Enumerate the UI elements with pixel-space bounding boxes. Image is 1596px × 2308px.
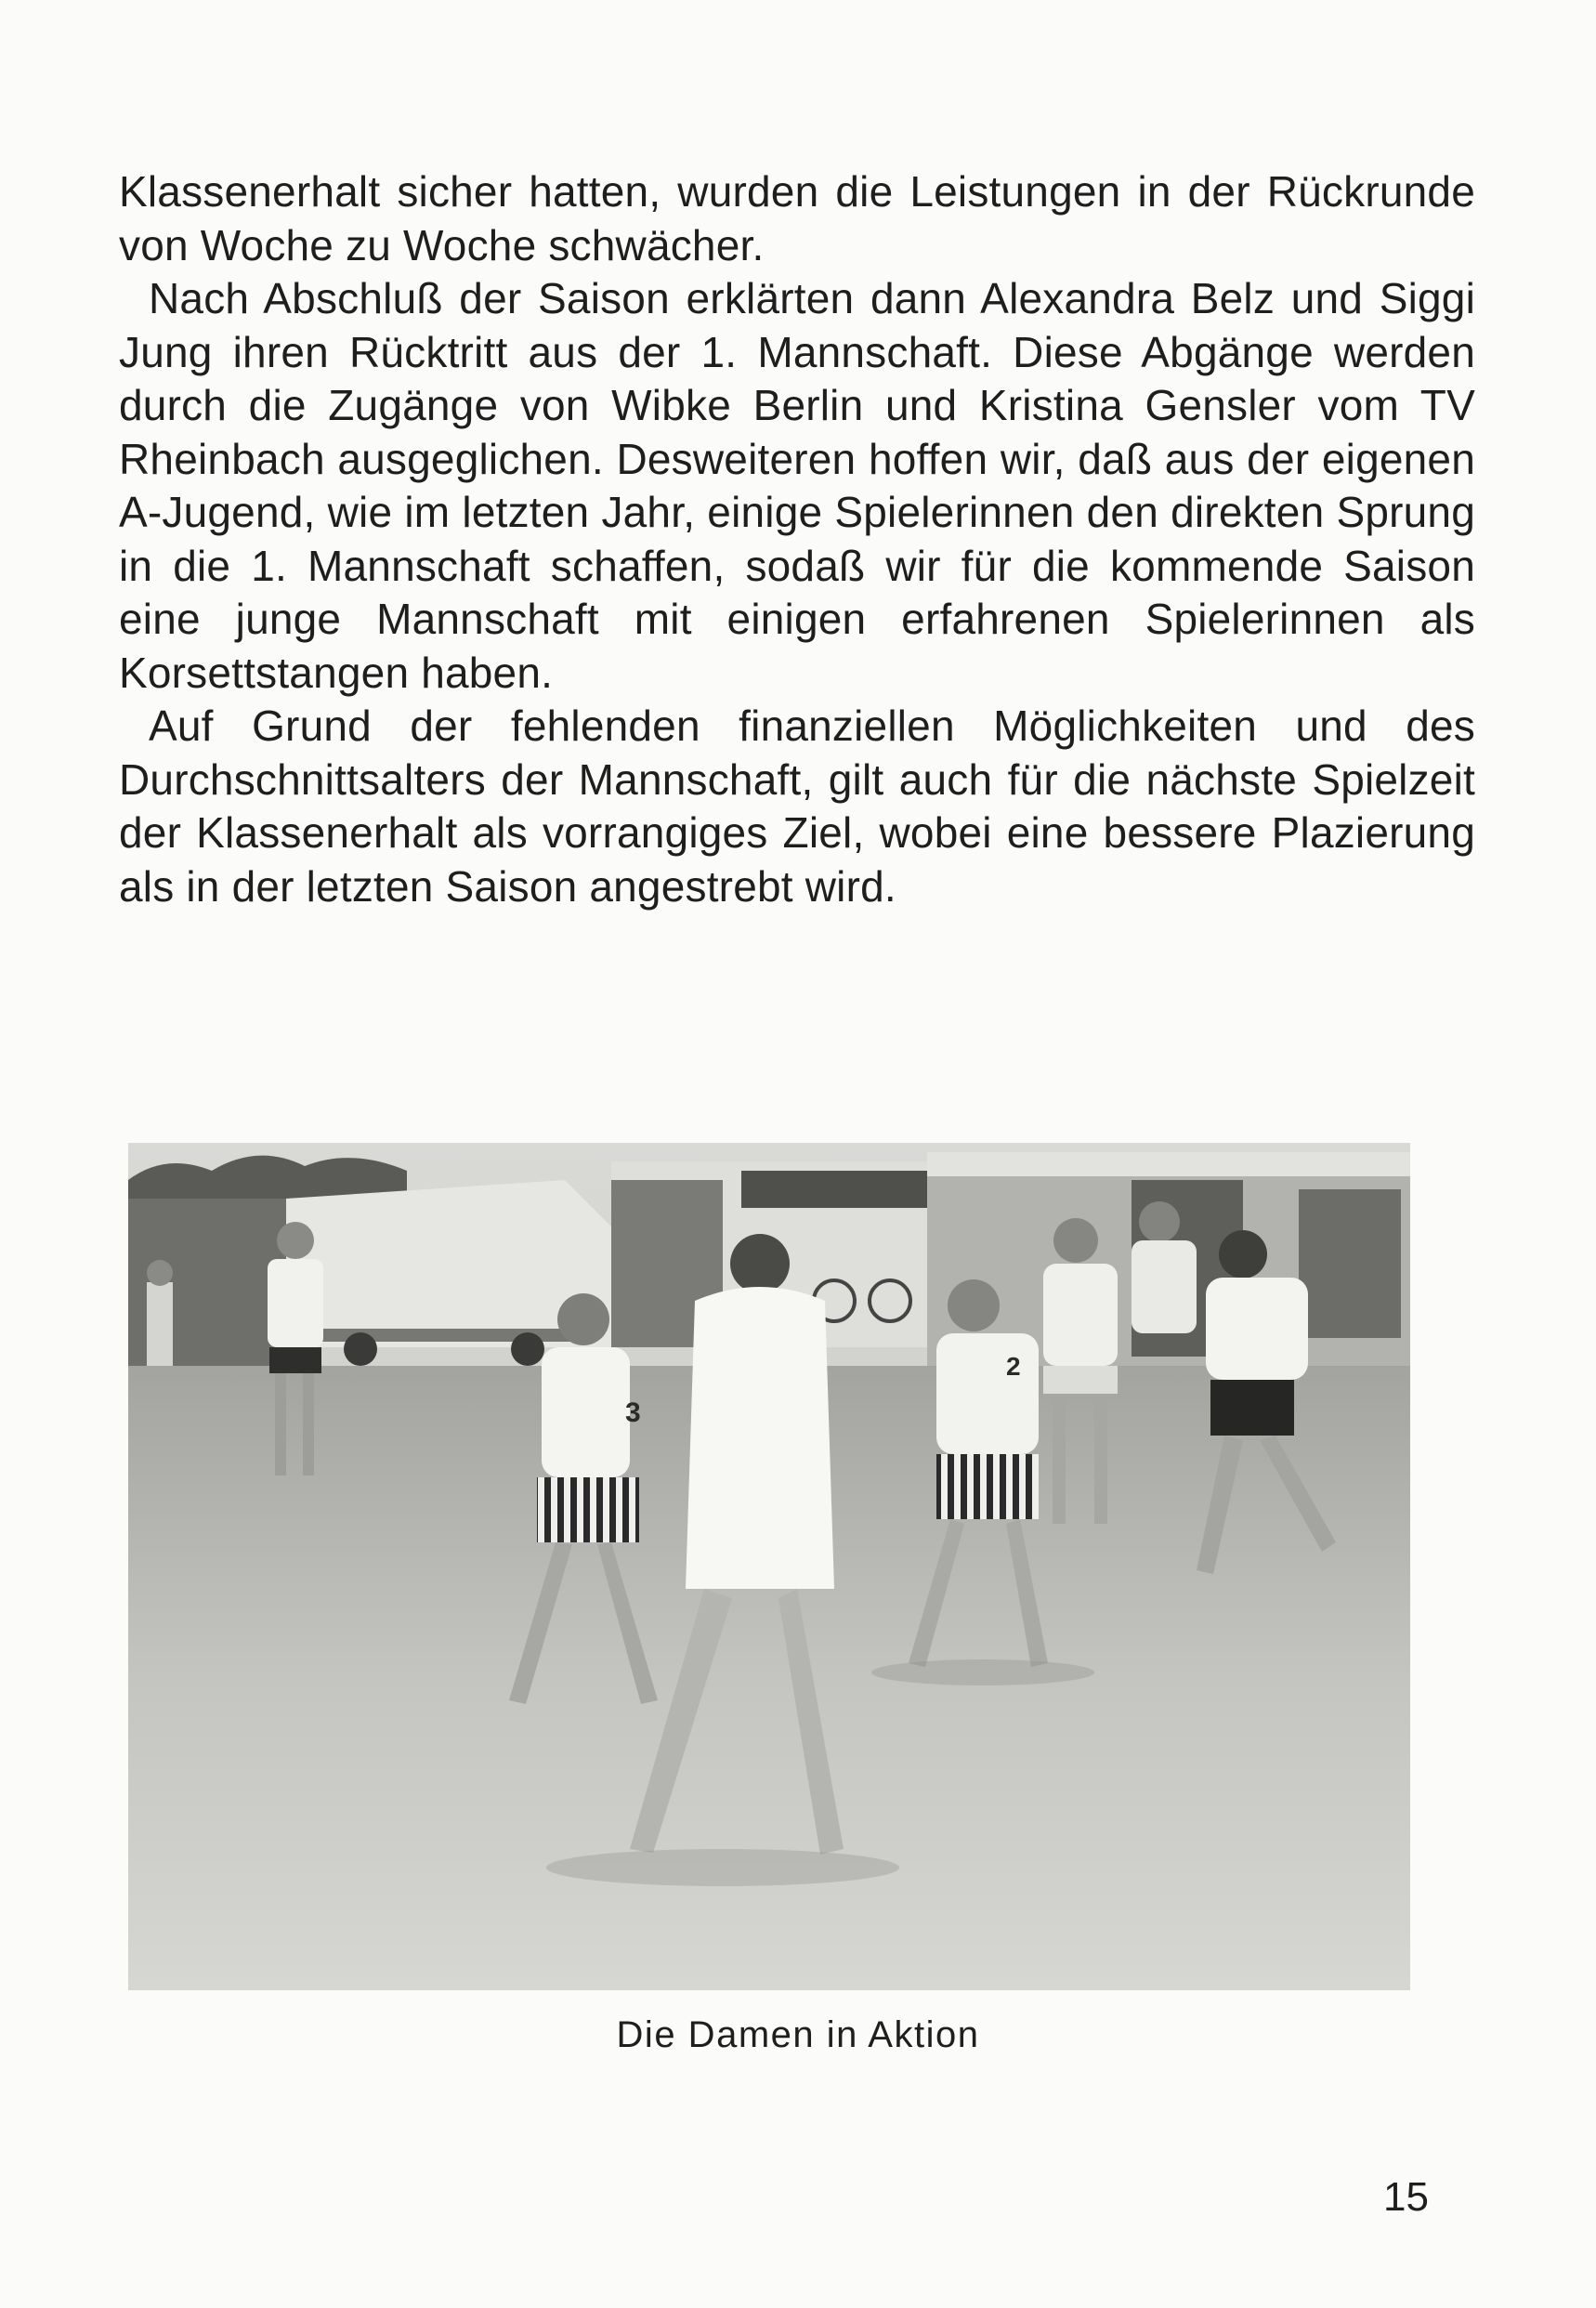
- jersey-number-3: 3: [625, 1397, 641, 1428]
- paragraph-3: Auf Grund der fehlenden finanziellen Möglichkeiten und des Durchschnittsalters der Mannschaft, gilt auch für die nächste Spielzeit der Klassenerhalt als vorrangiges Ziel, wobei eine bessere Plazierung als in der letzten Saison angestrebt wird.: [119, 702, 1475, 911]
- body-text: [119, 165, 1475, 913]
- page-number: 15: [1383, 2174, 1429, 2220]
- handball-photo: [128, 1143, 1410, 1990]
- photo-caption: Die Damen in Aktion: [616, 2014, 980, 2055]
- paragraph-1: Klassenerhalt sicher hatten, wurden die Leistungen in der Rückrunde von Woche zu Woche schwächer.: [119, 167, 1475, 269]
- paragraph-2: Nach Abschluß der Saison erklärten dann Alexandra Belz und Siggi Jung ihren Rücktritt aus der 1. Mannschaft. Diese Abgänge werden durch die Zugänge von Wibke Berlin und Kristina Gensler vom TV Rheinbach ausgeglichen. Desweiteren hoffen wir, daß aus der eigenen A-Jugend, wie im letzten Jahr, einige Spielerinnen den direkten Sprung in die 1. Mannschaft schaffen, sodaß wir für die kommende Saison eine junge Mannschaft mit einigen erfahrenen Spielerinnen als Korsettstangen haben.: [119, 274, 1475, 697]
- jersey-number-2: 2: [1006, 1352, 1021, 1381]
